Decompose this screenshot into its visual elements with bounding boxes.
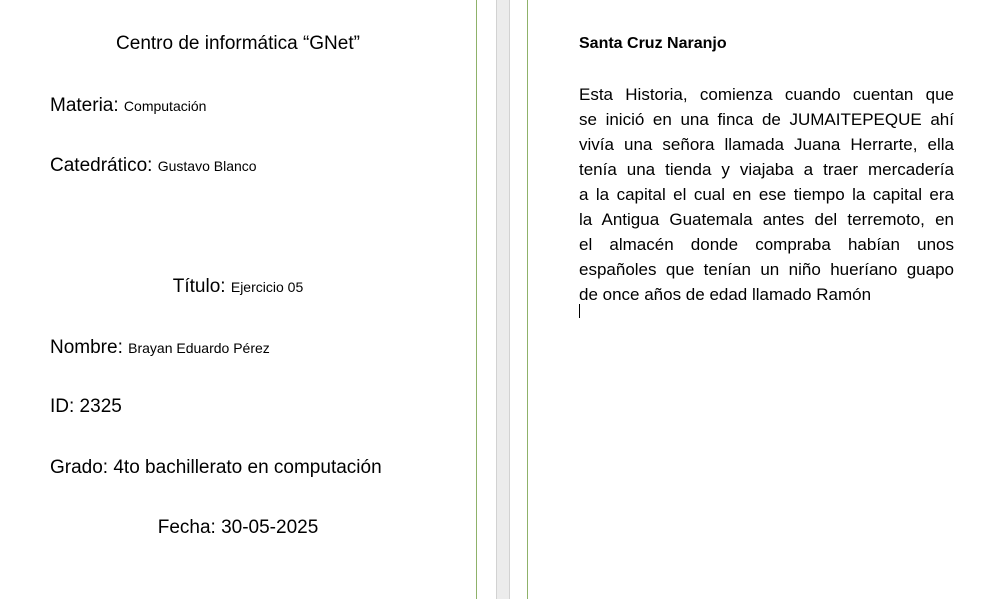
story-line: tenía una tienda y viajaba a traer mercadería xyxy=(579,160,954,179)
nombre-value: Brayan Eduardo Pérez xyxy=(128,340,270,356)
story-line: vivía una señora llamada Juana Herrarte, ella xyxy=(579,135,954,154)
titulo-line xyxy=(0,275,476,299)
story-title: Santa Cruz Naranjo xyxy=(579,35,727,52)
story-line: Esta Historia, comienza cuando cuentan que xyxy=(579,85,954,104)
page-gap xyxy=(477,0,527,599)
titulo-value: Ejercicio 05 xyxy=(230,279,304,295)
story-body[interactable] xyxy=(579,82,954,307)
school-name: Centro de informática “GNet” xyxy=(116,33,360,54)
materia-value: Computación xyxy=(123,98,207,114)
materia-label: Materia: xyxy=(50,95,119,116)
catedratico-line xyxy=(50,154,257,178)
story-line: de once años de edad llamado Ramón xyxy=(579,285,872,304)
story-line: la Antigua Guatemala antes del terremoto, en xyxy=(579,210,954,229)
story-line: el almacén donde compraba habían unos xyxy=(579,235,954,254)
materia-line xyxy=(50,94,206,118)
catedratico-label: Catedrático: xyxy=(50,155,153,176)
story-line: españoles que tenían un niño hueríano guapo xyxy=(579,260,954,279)
text-cursor xyxy=(579,304,580,318)
story-page[interactable] xyxy=(527,0,999,599)
grado-line: Grado: 4to bachillerato en computación xyxy=(50,457,382,478)
page-gap-strip xyxy=(496,0,510,599)
nombre-line xyxy=(50,336,270,360)
id-line: ID: 2325 xyxy=(50,396,122,417)
cover-page xyxy=(0,0,477,599)
fecha-line: Fecha: 30-05-2025 xyxy=(157,517,319,538)
story-line: a la capital el cual en ese tiempo la capital era xyxy=(579,185,954,204)
titulo-label: Título: xyxy=(172,276,226,297)
nombre-label: Nombre: xyxy=(50,337,123,358)
catedratico-value: Gustavo Blanco xyxy=(157,158,257,174)
story-line: se inició en una finca de JUMAITEPEQUE ahí xyxy=(579,110,954,129)
